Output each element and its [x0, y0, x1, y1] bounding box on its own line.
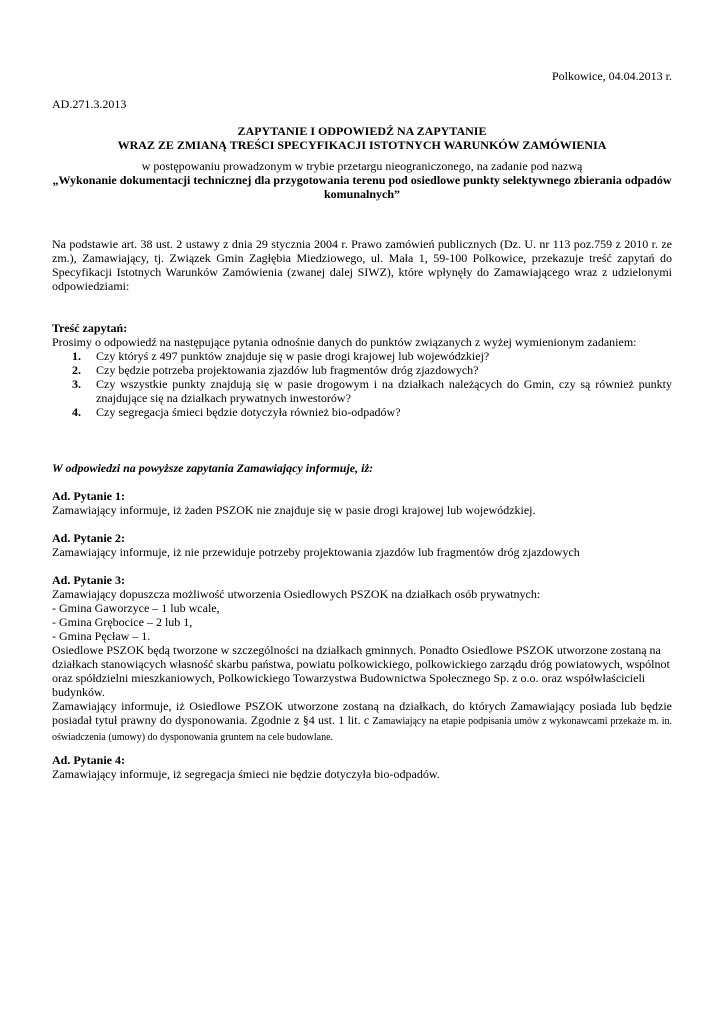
question-item: [52, 377, 672, 405]
answer-1-text: Zamawiający informuje, iż żaden PSZOK nie znajduje się w pasie drogi krajowej lub wojewódzkiej.: [52, 503, 536, 517]
answer-3-intro: Zamawiający dopuszcza możliwość utworzenia Osiedlowych PSZOK na działkach osób prywatnych:: [52, 587, 541, 601]
answer-4: [52, 753, 672, 781]
question-text: Czy wszystkie punkty znajdują się w pasie drogowym i na działkach należących do Gmin, czy są również punkty znajdujące się na działkach prywatnych inwestorów?: [96, 377, 672, 405]
answer-3-paragraph-2-small: Zamawiający na etapie podpisania umów z wykonawcami przekaże m. in. oświadczenia (umowy) do dysponowania gruntem na cele budowlane.: [52, 716, 673, 743]
answer-3-paragraph-2-main: Zamawiający informuje, iż Osiedlowe PSZOK utworzone zostaną na działkach, do których Zamawiający posiada lub będzie posiadał tytuł prawny do dysponowania. Zgodnie z §4 ust. 1 lit. c: [52, 699, 672, 727]
question-item: [52, 363, 672, 377]
question-item: [52, 405, 672, 419]
document-title: [52, 124, 672, 152]
questions-intro: Prosimy o odpowiedź na następujące pytania odnośnie danych do punktów związanych z wyżej wymienionym zadaniem:: [52, 335, 637, 349]
question-number: 3.: [72, 377, 81, 391]
answer-4-text: Zamawiający informuje, iż segregacja śmieci nie będzie dotyczyła bio-odpadów.: [52, 767, 440, 781]
answer-2: [52, 531, 672, 559]
answer-2-heading: Ad. Pytanie 2:: [52, 531, 125, 545]
questions-heading: Treść zapytań:: [52, 321, 128, 335]
answer-4-heading: Ad. Pytanie 4:: [52, 753, 125, 767]
answer-3-list-item: - Gmina Gaworzyce – 1 lub wcale,: [52, 601, 220, 615]
question-text: Czy segregacja śmieci będzie dotyczyła również bio-odpadów?: [96, 405, 401, 419]
legal-basis-paragraph: Na podstawie art. 38 ust. 2 ustawy z dnia 29 stycznia 2004 r. Prawo zamówień publicznych (Dz. U. nr 113 poz.759 z 2010 r. ze zm.), Zamawiający, tj. Związek Gmin Zagłębia Miedziowego, ul. Mała 1, 59-100 Polkowice, przekazuje treść zapytań do Specyfikacji Istotnych Warunków Zamówienia (zwanej dalej SIWZ), które wpłynęły do Zamawiającego wraz z udzielonymi odpowiedziami:: [52, 237, 672, 293]
title-line-2: WRAZ ZE ZMIANĄ TREŚCI SPECYFIKACJI ISTOTNYCH WARUNKÓW ZAMÓWIENIA: [117, 138, 607, 152]
answer-3-heading: Ad. Pytanie 3:: [52, 573, 125, 587]
answer-3-paragraph-2: [52, 699, 672, 745]
question-number: 2.: [72, 363, 81, 377]
answer-3-list-item: - Gmina Grębocice – 2 lub 1,: [52, 615, 193, 629]
answers-heading: W odpowiedzi na powyższe zapytania Zamawiający informuje, iż:: [52, 461, 374, 475]
answer-1: [52, 489, 672, 517]
question-number: 1.: [72, 349, 81, 363]
document-date: Polkowice, 04.04.2013 r.: [552, 69, 672, 83]
answer-2-text: Zamawiający informuje, iż nie przewiduje potrzeby projektowania zjazdów lub fragmentów dróg zjazdowych: [52, 545, 580, 559]
question-item: [52, 349, 672, 363]
task-name: „Wykonanie dokumentacji technicznej dla przygotowania terenu pod osiedlowe punkty selektywnego zbierania odpadów komunalnych”: [52, 173, 672, 201]
procedure-intro-text: w postępowaniu prowadzonym w trybie przetargu nieograniczonego, na zadanie pod nazwą: [141, 159, 583, 173]
answer-1-heading: Ad. Pytanie 1:: [52, 489, 125, 503]
reference-number: AD.271.3.2013: [52, 97, 127, 111]
question-text: Czy któryś z 497 punktów znajduje się w pasie drogi krajowej lub wojewódzkiej?: [96, 349, 490, 363]
title-line-1: ZAPYTANIE I ODPOWIEDŹ NA ZAPYTANIE: [237, 124, 487, 138]
question-text: Czy będzie potrzeba projektowania zjazdów lub fragmentów dróg zjazdowych?: [96, 363, 479, 377]
question-number: 4.: [72, 405, 81, 419]
answer-3-list-item: - Gmina Pęcław – 1.: [52, 629, 151, 643]
answer-3-paragraph-1: Osiedlowe PSZOK będą tworzone w szczególności na działkach gminnych. Ponadto Osiedlowe PSZOK utworzone zostaną na działkach stanowiących własność skarbu państwa, powiatu polkowickiego, polkowickiego zarządu dróg powiatowych, wspólnot oraz spółdzielni mieszkaniowych, Polkowickiego Towarzystwa Budownictwa Społecznego Sp. z o.o. oraz współwłaścicieli budynków.: [52, 643, 670, 699]
procedure-intro: [52, 159, 672, 201]
answer-3: [52, 573, 672, 745]
questions-list: [52, 349, 672, 419]
